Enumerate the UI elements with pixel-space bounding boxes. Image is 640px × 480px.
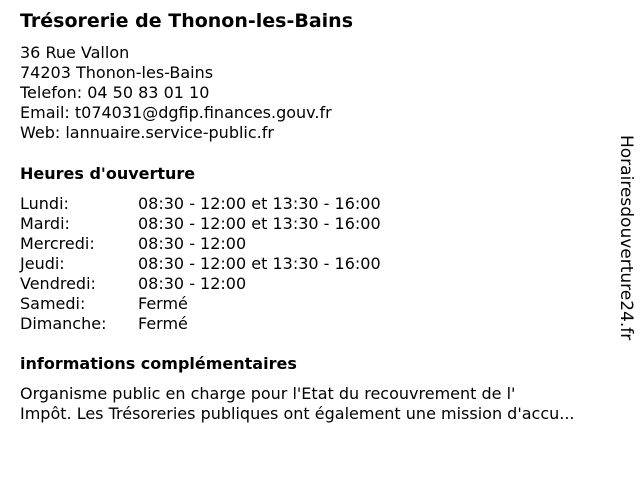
day-label: Dimanche: (20, 314, 107, 333)
day-label: Vendredi: (20, 274, 96, 293)
day-label: Jeudi: (20, 254, 65, 273)
day-label: Samedi: (20, 294, 86, 313)
address-web: Web: lannuaire.service-public.fr (20, 123, 274, 142)
address-phone: Telefon: 04 50 83 01 10 (20, 83, 210, 102)
address-street: 36 Rue Vallon (20, 43, 130, 62)
info-line: Impôt. Les Trésoreries publiques ont également une mission d'accu... (20, 404, 575, 423)
info-heading: informations complémentaires (20, 354, 297, 373)
day-hours: 08:30 - 12:00 et 13:30 - 16:00 (138, 194, 381, 213)
hours-heading: Heures d'ouverture (20, 164, 196, 183)
brand-watermark: Horairesdouverture24.fr (616, 135, 636, 341)
day-hours: 08:30 - 12:00 (138, 274, 247, 293)
info-line: Organisme public en charge pour l'Etat du recouvrement de l' (20, 384, 516, 403)
day-hours: Fermé (138, 314, 188, 333)
day-hours: Fermé (138, 294, 188, 313)
day-label: Lundi: (20, 194, 69, 213)
day-hours: 08:30 - 12:00 et 13:30 - 16:00 (138, 214, 381, 233)
address-block (20, 43, 332, 143)
address-city: 74203 Thonon-les-Bains (20, 63, 214, 82)
address-email: Email: t074031@dgfip.finances.gouv.fr (20, 103, 332, 122)
day-label: Mardi: (20, 214, 70, 233)
day-hours: 08:30 - 12:00 et 13:30 - 16:00 (138, 254, 381, 273)
info-description (20, 384, 630, 424)
page-title: Trésorerie de Thonon-les-Bains (20, 10, 354, 32)
day-hours: 08:30 - 12:00 (138, 234, 247, 253)
day-label: Mercredi: (20, 234, 95, 253)
